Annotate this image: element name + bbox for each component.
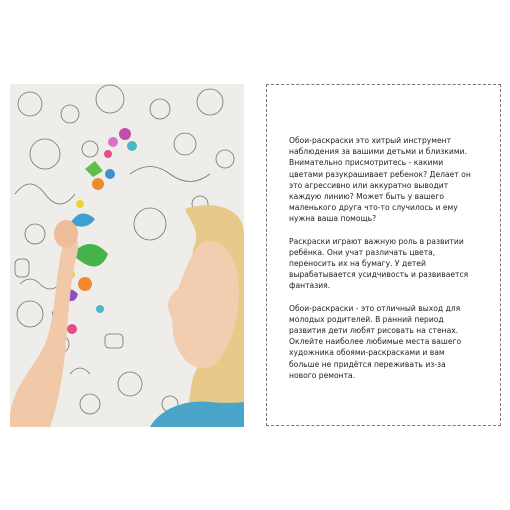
paragraph-1: Обои-раскраски это хитрый инструмент наблюдения за вашими детьми и близкими. Внимательно присмотритесь - какими цветами разукрашивает ребенок? Делает он это агрессивно или аккуратно выводит каждую линию? Может быть у вашего маленького друга что-то случилось и ему нужна ваша помощь? xyxy=(289,136,471,224)
paragraph-3: Обои-раскраски - это отличный выход для молодых родителей. В ранний период развития дети любят рисовать на стенах. Оклейте наиболее любимые места вашего художника обоями-раскрасками и вам больше не придётся переживать из-за нового ремонта. xyxy=(289,303,462,380)
child-coloring-photo xyxy=(10,84,244,427)
child-hand xyxy=(54,220,78,248)
photo-illustration xyxy=(10,84,244,427)
paragraph-2: Раскраски играют важную роль в развитии ребёнка. Они учат различать цвета, переносить их на бумагу. У детей вырабатывается усидчивость и развивается фантазия. xyxy=(289,236,469,291)
text-card xyxy=(266,84,501,426)
